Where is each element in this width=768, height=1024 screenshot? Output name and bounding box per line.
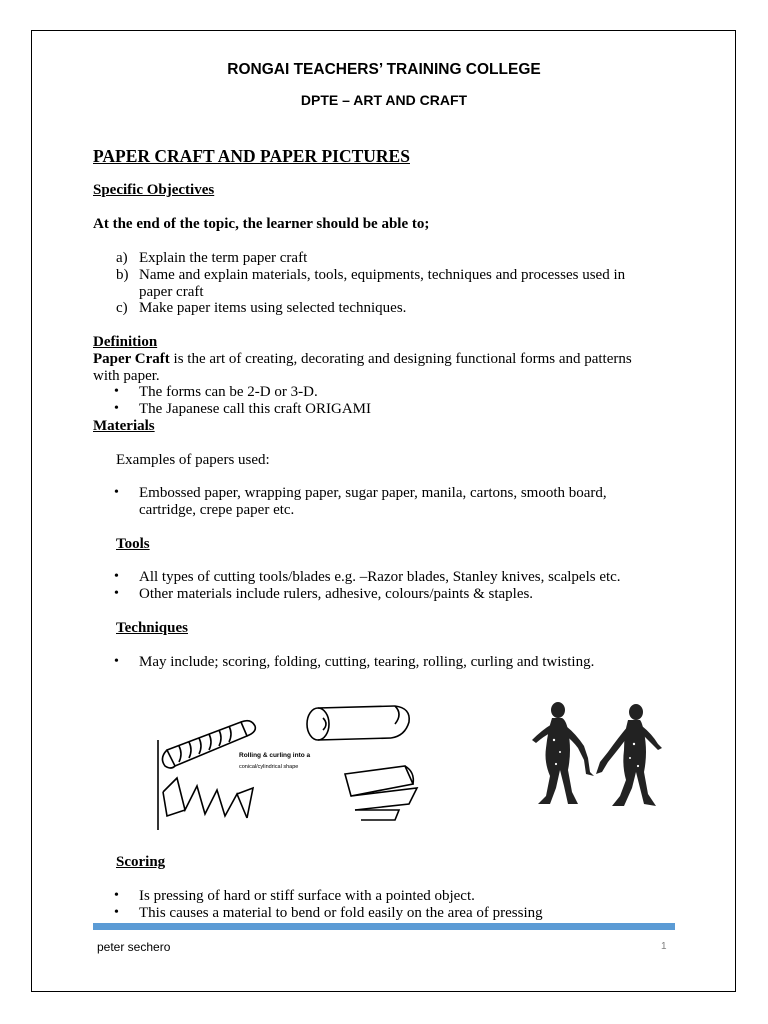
- definition-bullet-1: The forms can be 2-D or 3-D.: [139, 384, 318, 400]
- tools-heading: Tools: [116, 536, 150, 552]
- college-heading: RONGAI TEACHERS’ TRAINING COLLEGE: [227, 61, 541, 78]
- bullet-icon: •: [114, 888, 119, 903]
- bullet-icon: •: [114, 586, 119, 601]
- definition-bullet-2: The Japanese call this craft ORIGAMI: [139, 401, 372, 417]
- document-title: PAPER CRAFT AND PAPER PICTURES: [93, 146, 410, 166]
- objectives-heading: Specific Objectives: [93, 182, 215, 198]
- definition-text-line1: [93, 351, 632, 368]
- scoring-heading: Scoring: [116, 854, 166, 870]
- bullet-icon: •: [114, 401, 119, 416]
- definition-term: Paper Craft: [93, 351, 170, 367]
- materials-bullet-line2: cartridge, crepe paper etc.: [139, 502, 295, 518]
- bullet-icon: •: [114, 485, 119, 500]
- techniques-bullet-1: May include; scoring, folding, cutting, tearing, rolling, curling and twisting.: [139, 654, 595, 670]
- objectives-intro: At the end of the topic, the learner should be able to;: [93, 216, 430, 232]
- tools-bullet-1: All types of cutting tools/blades e.g. –Razor blades, Stanley knives, scalpels etc.: [139, 569, 621, 585]
- materials-heading: Materials: [93, 418, 155, 434]
- footer-author: peter sechero: [97, 940, 171, 954]
- objective-b-line2: paper craft: [139, 284, 204, 300]
- definition-text-line2: with paper.: [93, 368, 160, 384]
- bullet-icon: •: [114, 905, 119, 920]
- sketch-caption-2: conical/cylindrical shape: [239, 764, 299, 770]
- sketch-caption-1: Rolling & curling into a: [239, 752, 311, 759]
- objective-marker-c: c): [116, 300, 128, 316]
- objective-marker-a: a): [116, 250, 128, 266]
- objective-c: Make paper items using selected techniques.: [139, 300, 407, 316]
- scoring-bullet-2: This causes a material to bend or fold easily on the area of pressing: [139, 905, 543, 921]
- paper-techniques-sketch: [155, 692, 435, 830]
- footer-divider: [93, 923, 675, 930]
- objective-a: Explain the term paper craft: [139, 250, 308, 266]
- objective-b-line1: Name and explain materials, tools, equipments, techniques and processes used in: [139, 267, 626, 283]
- scoring-bullet-1: Is pressing of hard or stiff surface with a pointed object.: [139, 888, 475, 904]
- materials-bullet-line1: Embossed paper, wrapping paper, sugar paper, manila, cartons, smooth board,: [139, 485, 607, 501]
- techniques-heading: Techniques: [116, 620, 188, 636]
- bullet-icon: •: [114, 569, 119, 584]
- page-border: [31, 30, 736, 992]
- objective-marker-b: b): [116, 267, 129, 283]
- page-number: 1: [661, 941, 667, 952]
- materials-intro: Examples of papers used:: [116, 452, 270, 468]
- tools-bullet-2: Other materials include rulers, adhesive, colours/paints & staples.: [139, 586, 534, 602]
- definition-rest: is the art of creating, decorating and designing functional forms and patterns: [169, 351, 632, 367]
- bullet-icon: •: [114, 384, 119, 399]
- bullet-icon: •: [114, 654, 119, 669]
- paper-figures-picture: [528, 700, 668, 812]
- definition-heading: Definition: [93, 334, 158, 350]
- course-heading: DPTE – ART AND CRAFT: [300, 92, 468, 108]
